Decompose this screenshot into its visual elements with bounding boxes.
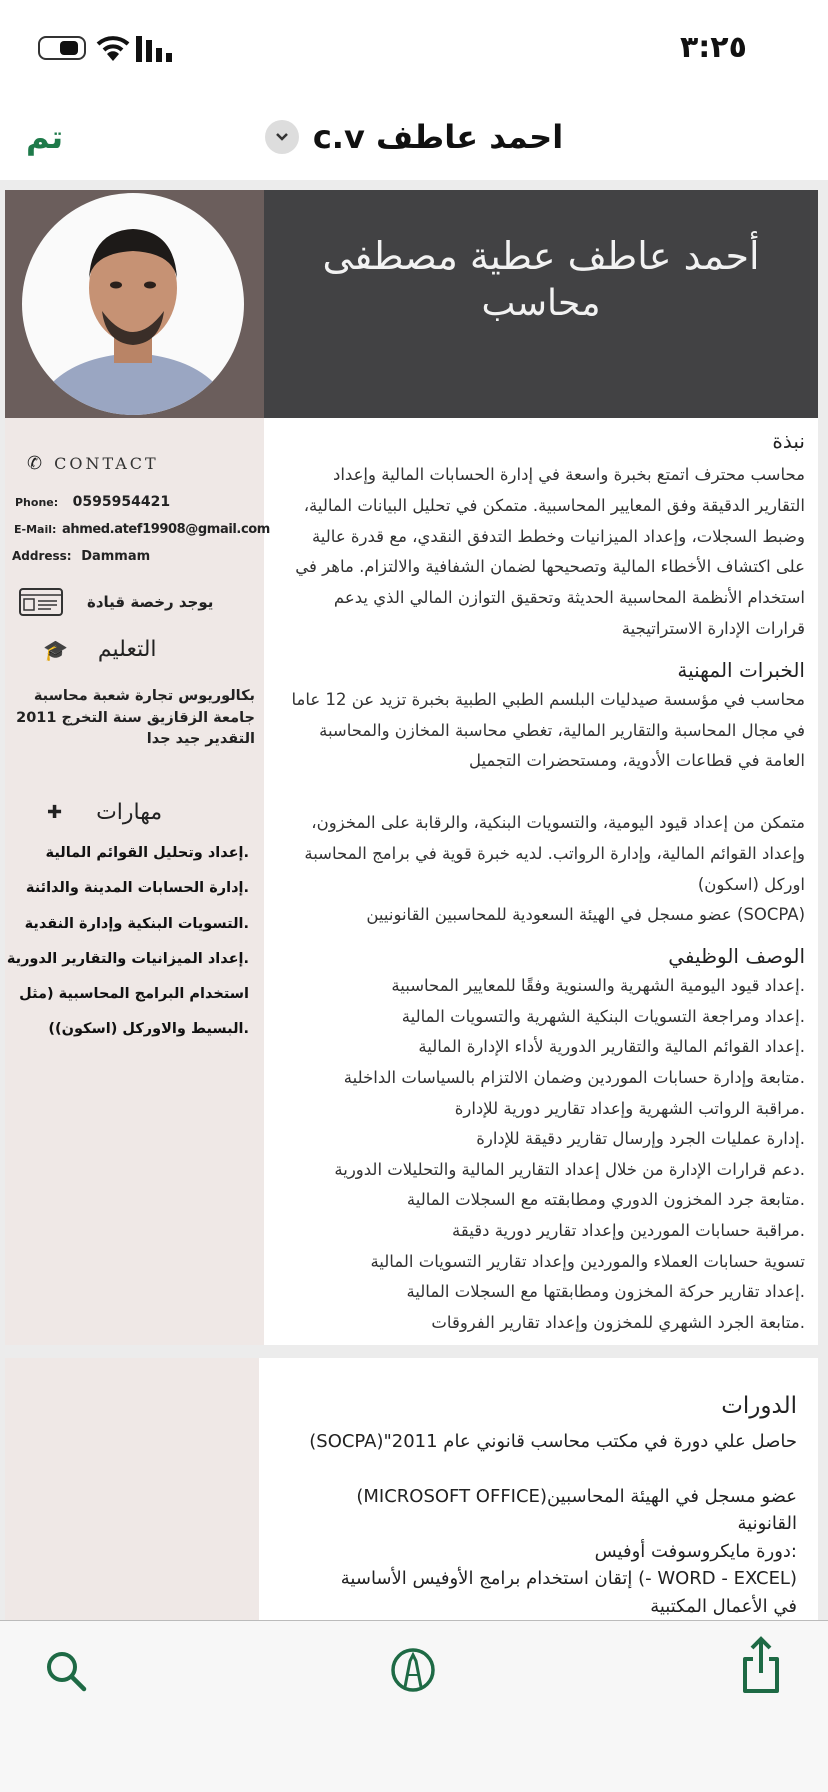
document-viewer[interactable] (0, 180, 828, 1620)
courses-text: حاصل علي دورة في مكتب محاسب قانوني عام 2011"(SOCPA) عضو مسجل في الهيئة المحاسبين(MICROSOFT OFFICE) القانونية :دورة مايكروسوفت أوفيس (WORD - EXCEL -) إتقان استخدام برامج الأوفيس الأساسية في الأعمال المكتبية (309, 1431, 797, 1617)
skill-item: .البسيط والاوركل (اسكون)) (48, 1021, 249, 1038)
job-item: .مراقبة حسابات الموردين وإعداد تقارير دورية دقيقة (452, 1220, 805, 1240)
full-name: أحمد عاطف عطية مصطفى (322, 234, 760, 278)
job-item: .متابعة جرد المخزون الدوري ومطابقته مع السجلات المالية (406, 1190, 805, 1210)
job-item: .إعداد قيود اليومية الشهرية والسنوية وفقًا للمعايير المحاسبية (391, 976, 805, 996)
phone-icon: ✆ (27, 453, 43, 474)
done-button[interactable]: تم (26, 118, 64, 156)
job-item: .متابعة وإدارة حسابات الموردين وضمان الالتزام بالسياسات الداخلية (343, 1067, 805, 1087)
bottom-toolbar (0, 1620, 828, 1792)
document-title-menu[interactable] (0, 118, 828, 156)
contact-address: Address: Dammam (12, 549, 151, 564)
courses-section (267, 1388, 797, 1620)
experience-text: محاسب في مؤسسة صيدليات البلسم الطبي الطبية بخبرة تزيد عن 12 عاما في مجال المحاسبة والتقارير المالية، تغطي محاسبة المخازن والمحاسبة العامة في قطاعات الأدوية، ومستحضرات التجميل متمكن من إعداد قيود اليومية، والتسويات البنكية، والرقابة على المخزون، وإعداد القوائم المالية، وإدارة الرواتب. لديه خبرة قوية في برامج المحاسبة اوركل (اسكون) (SOCPA) عضو مسجل في الهيئة السعودية للمحاسبين القانونيين (291, 689, 805, 925)
graduation-cap-icon: 🎓 (43, 637, 68, 662)
skill-item: .إعداد وتحليل القوائم المالية (45, 845, 249, 861)
job-item: .إعداد تقارير حركة المخزون ومطابقتها مع السجلات المالية (406, 1282, 805, 1302)
skill-item: .إدارة الحسابات المدينة والدائنة (25, 880, 249, 897)
skills-heading: ✚ مهارات (47, 800, 163, 825)
job-description-heading: الوصف الوظيفي (668, 944, 805, 969)
markup-icon[interactable] (390, 1647, 436, 1693)
battery-icon (38, 36, 86, 60)
search-icon[interactable] (44, 1649, 88, 1693)
share-icon[interactable] (740, 1635, 782, 1695)
courses-heading: الدورات (721, 1393, 797, 1419)
job-item: .دعم قرارات الإدارة من خلال إعداد التقارير المالية والتحليلات الدورية (334, 1159, 805, 1179)
photo-panel (5, 190, 264, 418)
job-item: .إدارة عمليات الجرد وإرسال تقارير دقيقة للإدارة (476, 1129, 805, 1149)
skill-item: .إعداد الميزانيات والتقارير الدورية (6, 950, 249, 967)
job-item: .متابعة الجرد الشهري للمخزون وإعداد تقارير الفروقات (431, 1312, 805, 1332)
status-time: ٣:٢٥ (680, 30, 747, 65)
education-heading: 🎓 التعليم (43, 637, 157, 662)
id-card-icon (19, 588, 63, 616)
job-description-list (275, 971, 805, 1338)
profile-photo (22, 193, 244, 415)
name-header (264, 190, 818, 418)
job-title: محاسب (481, 283, 601, 324)
job-item: .إعداد ومراجعة التسويات البنكية الشهرية والتسويات المالية (401, 1006, 805, 1026)
skills-list (6, 836, 249, 1048)
skill-item: استخدام البرامج المحاسبية (مثل (19, 986, 249, 1003)
document-title: احمد عاطف c.v (312, 118, 564, 156)
cv-page-1 (5, 190, 818, 1345)
job-item: تسوية حسابات العملاء والموردين وإعداد تقارير التسويات المالية (370, 1251, 805, 1271)
sidebar (5, 1358, 259, 1620)
contact-email: E-Mail: ahmed.atef19908@gmail.com (14, 522, 270, 537)
driving-license: يوجد رخصة قيادة (19, 588, 213, 616)
summary-text: محاسب محترف اتمتع بخبرة واسعة في إدارة الحسابات المالية وإعداد التقارير الدقيقة وفق المعايير المحاسبية. متمكن في تحليل البيانات المالية، وضبط السجلات، وإعداد الميزانيات وخطط التدفق النقدي، مع قدرة عالية على اكتشاف الأخطاء المالية وتصحيحها لضمان الشفافية والالتزام. ماهر في استخدام الأنظمة المحاسبية الحديثة وتحقيق التوازن المالي الذي يدعم قرارات الإدارة الاستراتيجية (295, 465, 805, 638)
cv-page-2 (5, 1358, 818, 1620)
signal-icon (136, 36, 176, 62)
skill-item: .التسويات البنكية وإدارة النقدية (24, 915, 249, 932)
status-bar (0, 0, 828, 90)
main-column (275, 426, 805, 1338)
experience-heading: الخبرات المهنية (677, 657, 805, 682)
summary-heading: نبذة (772, 429, 805, 453)
puzzle-icon: ✚ (47, 802, 63, 823)
job-item: .مراقبة الرواتب الشهرية وإعداد تقارير دورية للإدارة (454, 1098, 805, 1118)
contact-heading: ✆ CONTACT (27, 453, 159, 474)
contact-phone: Phone: 0595954421 (15, 494, 171, 510)
chevron-down-icon[interactable] (265, 120, 299, 154)
wifi-icon (96, 34, 130, 62)
education-details: بكالوريوس تجارة شعبة محاسبة جامعة الزقازيق سنة التخرج 2011 التقدير جيد جدا (16, 688, 255, 747)
job-item: .إعداد القوائم المالية والتقارير الدورية لأداء الإدارة المالية (418, 1037, 805, 1057)
